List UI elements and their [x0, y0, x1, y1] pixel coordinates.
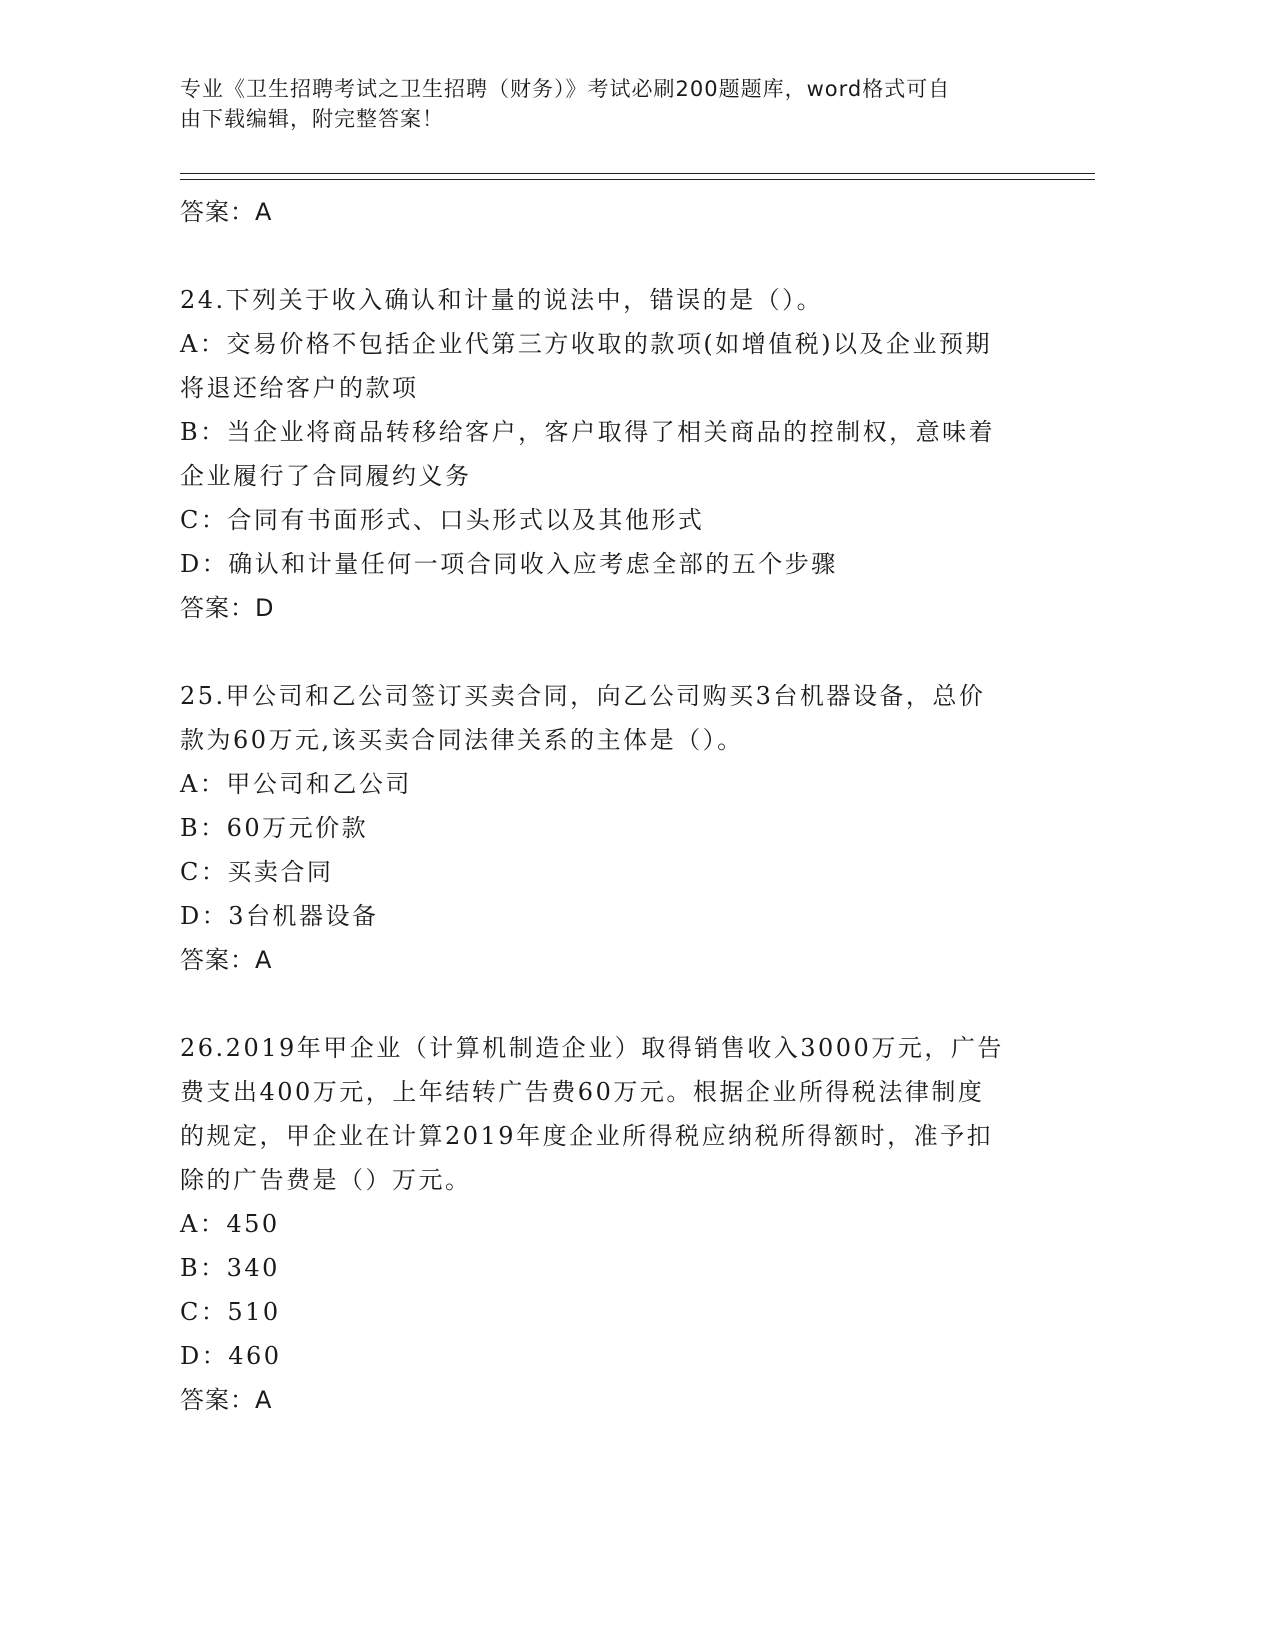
question-stem-line: 26.2019年甲企业（计算机制造企业）取得销售收入3000万元，广告 — [180, 1034, 1004, 1062]
option-b-line-1: B：当企业将商品转移给客户，客户取得了相关商品的控制权，意味着 — [180, 418, 996, 446]
question-stem-line: 款为60万元,该买卖合同法律关系的主体是（）。 — [180, 726, 744, 754]
option-a-line-2: 将退还给客户的款项 — [180, 374, 419, 402]
question-stem-line: 24.下列关于收入确认和计量的说法中，错误的是（）。 — [180, 286, 824, 314]
question-stem-line: 费支出400万元，上年结转广告费60万元。根据企业所得税法律制度 — [180, 1078, 985, 1106]
document-header — [180, 74, 1060, 134]
option-a: A：甲公司和乙公司 — [180, 770, 412, 798]
question-stem-line: 除的广告费是（）万元。 — [180, 1166, 472, 1194]
option-c: C：合同有书面形式、口头形式以及其他形式 — [180, 506, 705, 534]
answer-previous: 答案：A — [180, 198, 273, 226]
option-a-line-1: A：交易价格不包括企业代第三方收取的款项(如增值税)以及企业预期 — [180, 330, 993, 358]
question-stem-line: 25.甲公司和乙公司签订买卖合同，向乙公司购买3台机器设备，总价 — [180, 682, 986, 710]
option-d: D：3台机器设备 — [180, 902, 379, 930]
question-24 — [180, 278, 1050, 630]
header-divider-bottom — [180, 179, 1095, 180]
option-a: A：450 — [180, 1210, 280, 1238]
header-line-2: 由下载编辑，附完整答案！ — [180, 107, 444, 131]
header-line-1: 专业《卫生招聘考试之卫生招聘（财务）》考试必刷200题题库，word格式可自 — [180, 77, 951, 101]
question-26 — [180, 1026, 1050, 1422]
option-d: D：460 — [180, 1342, 282, 1370]
answer-26: 答案：A — [180, 1386, 273, 1414]
answer-24: 答案：D — [180, 594, 275, 622]
spacer — [180, 234, 1050, 278]
option-b: B：60万元价款 — [180, 814, 369, 842]
question-25 — [180, 674, 1050, 982]
option-d: D：确认和计量任何一项合同收入应考虑全部的五个步骤 — [180, 550, 838, 578]
answer-25: 答案：A — [180, 946, 273, 974]
header-divider-top — [180, 173, 1095, 174]
spacer — [180, 982, 1050, 1026]
option-b-line-2: 企业履行了合同履约义务 — [180, 462, 472, 490]
question-stem-line: 的规定，甲企业在计算2019年度企业所得税应纳税所得额时，准予扣 — [180, 1122, 994, 1150]
question-list — [180, 190, 1050, 1422]
option-c: C：买卖合同 — [180, 858, 334, 886]
option-b: B：340 — [180, 1254, 280, 1282]
option-c: C：510 — [180, 1298, 281, 1326]
spacer — [180, 630, 1050, 674]
